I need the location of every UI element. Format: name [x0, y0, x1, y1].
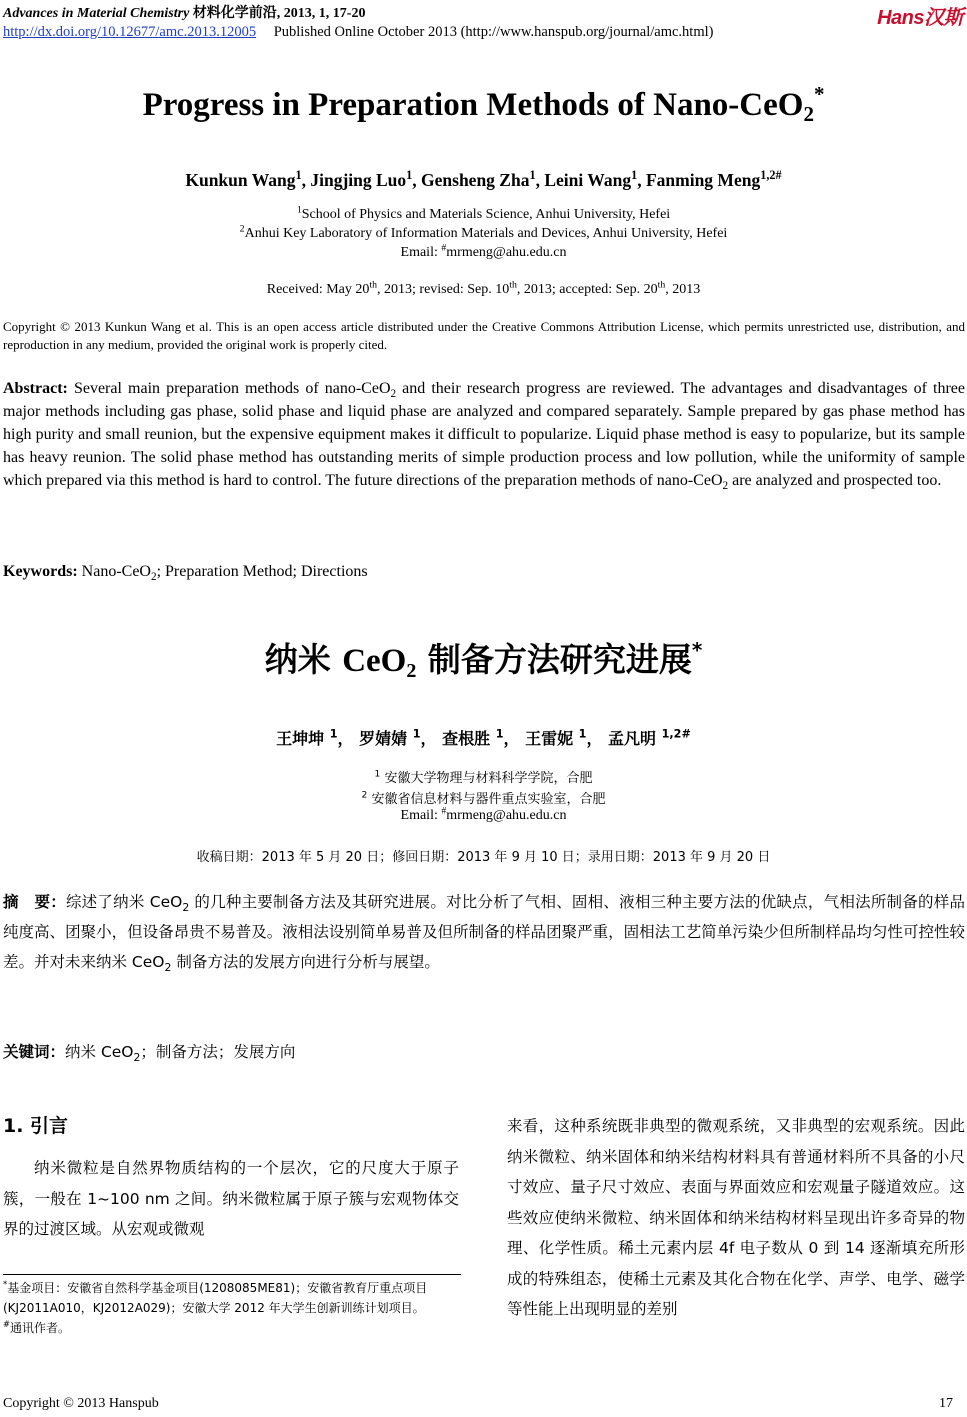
- affiliation-en-1: $^1$School of Physics and Materials Science, Anhui University, Hefei: [296, 204, 671, 222]
- author-en: Fanming Meng$^{1,2\#}$: [645, 168, 782, 190]
- abstract-zh-label: 摘 要：: [3, 893, 66, 911]
- right-column: [507, 1111, 965, 1325]
- published-online: Published Online October 2013 (http://www.hanspub.org/journal/amc.html): [273, 24, 714, 40]
- title-en-star: *: [813, 82, 825, 106]
- footnotes: [3, 1278, 461, 1338]
- author-en: Jingjing Luo$^1$: [310, 168, 413, 190]
- email-address-zh[interactable]: mrmeng@ahu.edu.cn: [446, 808, 567, 823]
- email-en: Email: #mrmeng@ahu.edu.cn: [400, 242, 567, 260]
- keywords-en-label: Keywords:: [3, 563, 78, 580]
- footnote-fund: *基金项目：安徽省自然科学基金项目(1208085ME81)；安徽省教育厅重点项目(KJ2011A010，KJ2012A029)；安徽大学 2012 年大学生创新训练计划项目。: [3, 1279, 428, 1315]
- title-en-sub: 2: [803, 102, 814, 126]
- left-column: [3, 1153, 459, 1245]
- doi-line: [3, 24, 713, 41]
- copyright-notice: Copyright © 2013 Kunkun Wang et al. This is an open access article distributed under the Creative Commons Attribution License, which permits unrestricted use, distribution, and reproduction in any medium, provided the original work is properly cited.: [3, 319, 965, 352]
- keywords-zh-label: 关键词：: [3, 1043, 66, 1061]
- affiliation-zh-1: $^1$ 安徽大学物理与材料科学学院，合肥: [374, 769, 593, 786]
- paper-title-zh: 纳米 CeO$_2$ 制备方法研究进展*: [264, 638, 703, 682]
- author-zh: 查根胜 $^1$: [442, 727, 504, 748]
- paper-title-en: [0, 82, 967, 127]
- email-address-en[interactable]: mrmeng@ahu.edu.cn: [446, 245, 567, 260]
- footnote-corresponding: #通讯作者。: [3, 1319, 71, 1335]
- intro-continuation: 来看，这种系统既非典型的微观系统，又非典型的宏观系统。因此纳米微粒、纳米固体和纳米结构材料具有普通材料所不具备的小尺寸效应、量子尺寸效应、表面与界面效应和宏观量子隧道效应。这些效应使纳米微粒、纳米固体和纳米结构材料呈现出许多奇异的物理、化学性质。稀土元素内层 4f 电子数从 0 到 14 逐渐填充所形成的特殊组态，使稀土元素及其化合物在化学、声学、电学、磁学等性能上出现明显的差别: [507, 1117, 965, 1318]
- journal-header: [3, 2, 365, 22]
- author-zh: 王坤坤 $^1$: [276, 727, 338, 748]
- affiliation-en-2: $^2$Anhui Key Laboratory of Information Materials and Devices, Anhui University, Hefei: [239, 223, 728, 241]
- author-zh: 王雷妮 $^1$: [525, 727, 587, 748]
- authors-zh: 王坤坤 $^1$， 罗婧婧 $^1$， 查根胜 $^1$， 王雷妮 $^1$， 孟凡明 $^{1,2\#}$: [276, 727, 691, 748]
- affiliation-zh-2: $^2$ 安徽省信息材料与器件重点实验室，合肥: [361, 790, 606, 807]
- intro-paragraph: 纳米微粒是自然界物质结构的一个层次，它的尺度大于原子簇，一般在 1~100 nm 之间。纳米微粒属于原子簇与宏观物体交界的过渡区域。从宏观或微观: [3, 1159, 459, 1238]
- footer-copyright: Copyright © 2013 Hanspub: [3, 1396, 159, 1411]
- title-en-text: Progress in Preparation Methods of Nano-CeO: [142, 87, 804, 123]
- received-dates-zh: 收稿日期：2013 年 5 月 20 日；修回日期：2013 年 9 月 10 日；录用日期：2013 年 9 月 20 日: [196, 850, 771, 865]
- hans-logo: Hans汉斯: [877, 7, 963, 29]
- doi-link[interactable]: http://dx.doi.org/10.12677/amc.2013.12005: [3, 24, 257, 40]
- keywords-zh: 关键词：纳米 CeO$_2$；制备方法；发展方向: [3, 1043, 296, 1065]
- abstract-zh: 摘 要：综述了纳米 CeO$_2$ 的几种主要制备方法及其研究进展。对比分析了气相、固相、液相三种主要方法的优缺点，气相法所制备的样品纯度高、团聚小，但设备昂贵不易普及。液相法设别简单易普及但所制备的样品团聚严重，固相法工艺简单污染少但所制样品均匀性可控性较差。并对未来纳米 CeO$_2$ 制备方法的发展方向进行分析与展望。: [3, 893, 965, 975]
- keywords-en: Keywords: Nano-CeO$_2$; Preparation Method; Directions: [3, 563, 368, 584]
- author-en: Leini Wang$^1$: [544, 168, 638, 190]
- footnote-divider: [3, 1274, 461, 1275]
- abstract-en: Abstract: Several main preparation methods of nano-CeO$_2$ and their research progress are reviewed. The advantages and disadvantages of three major methods including gas phase, solid phase and liquid phase are analyzed and compared separately. Sample prepared by gas phase method has high purity and small reunion, but the expensive equipment makes it difficult to popularize. Liquid phase method is easy to popularize, but its sample has heavy reunion. The solid phase method has outstanding merits of simple production process and low pollution, while the uniformity of sample which prepared via this method is hard to control. The future directions of the preparation methods of nano-CeO$_2$ are analyzed and prospected too.: [3, 380, 965, 493]
- author-zh: 孟凡明 $^{1,2\#}$: [608, 727, 691, 748]
- abstract-en-label: Abstract:: [3, 380, 68, 397]
- author-en: Kunkun Wang$^1$: [185, 168, 302, 190]
- author-en: Gensheng Zha$^1$: [421, 168, 536, 190]
- email-zh: Email: #mrmeng@ahu.edu.cn: [400, 805, 567, 823]
- received-dates-en: Received: May 20th, 2013; revised: Sep. 10th, 2013; accepted: Sep. 20th, 2013: [266, 279, 701, 297]
- author-zh: 罗婧婧 $^1$: [359, 727, 421, 748]
- journal-name-en: Advances in Material Chemistry: [3, 6, 190, 21]
- journal-name-zh: 材料化学前沿, 2013, 1, 17-20: [192, 6, 366, 21]
- authors-en: Kunkun Wang$^1$, Jingjing Luo$^1$, Gensheng Zha$^1$, Leini Wang$^1$, Fanming Meng$^{1,2\#}$: [185, 168, 782, 190]
- page-number: 17: [939, 1396, 953, 1411]
- section-title-intro: 1. 引言: [3, 1115, 69, 1137]
